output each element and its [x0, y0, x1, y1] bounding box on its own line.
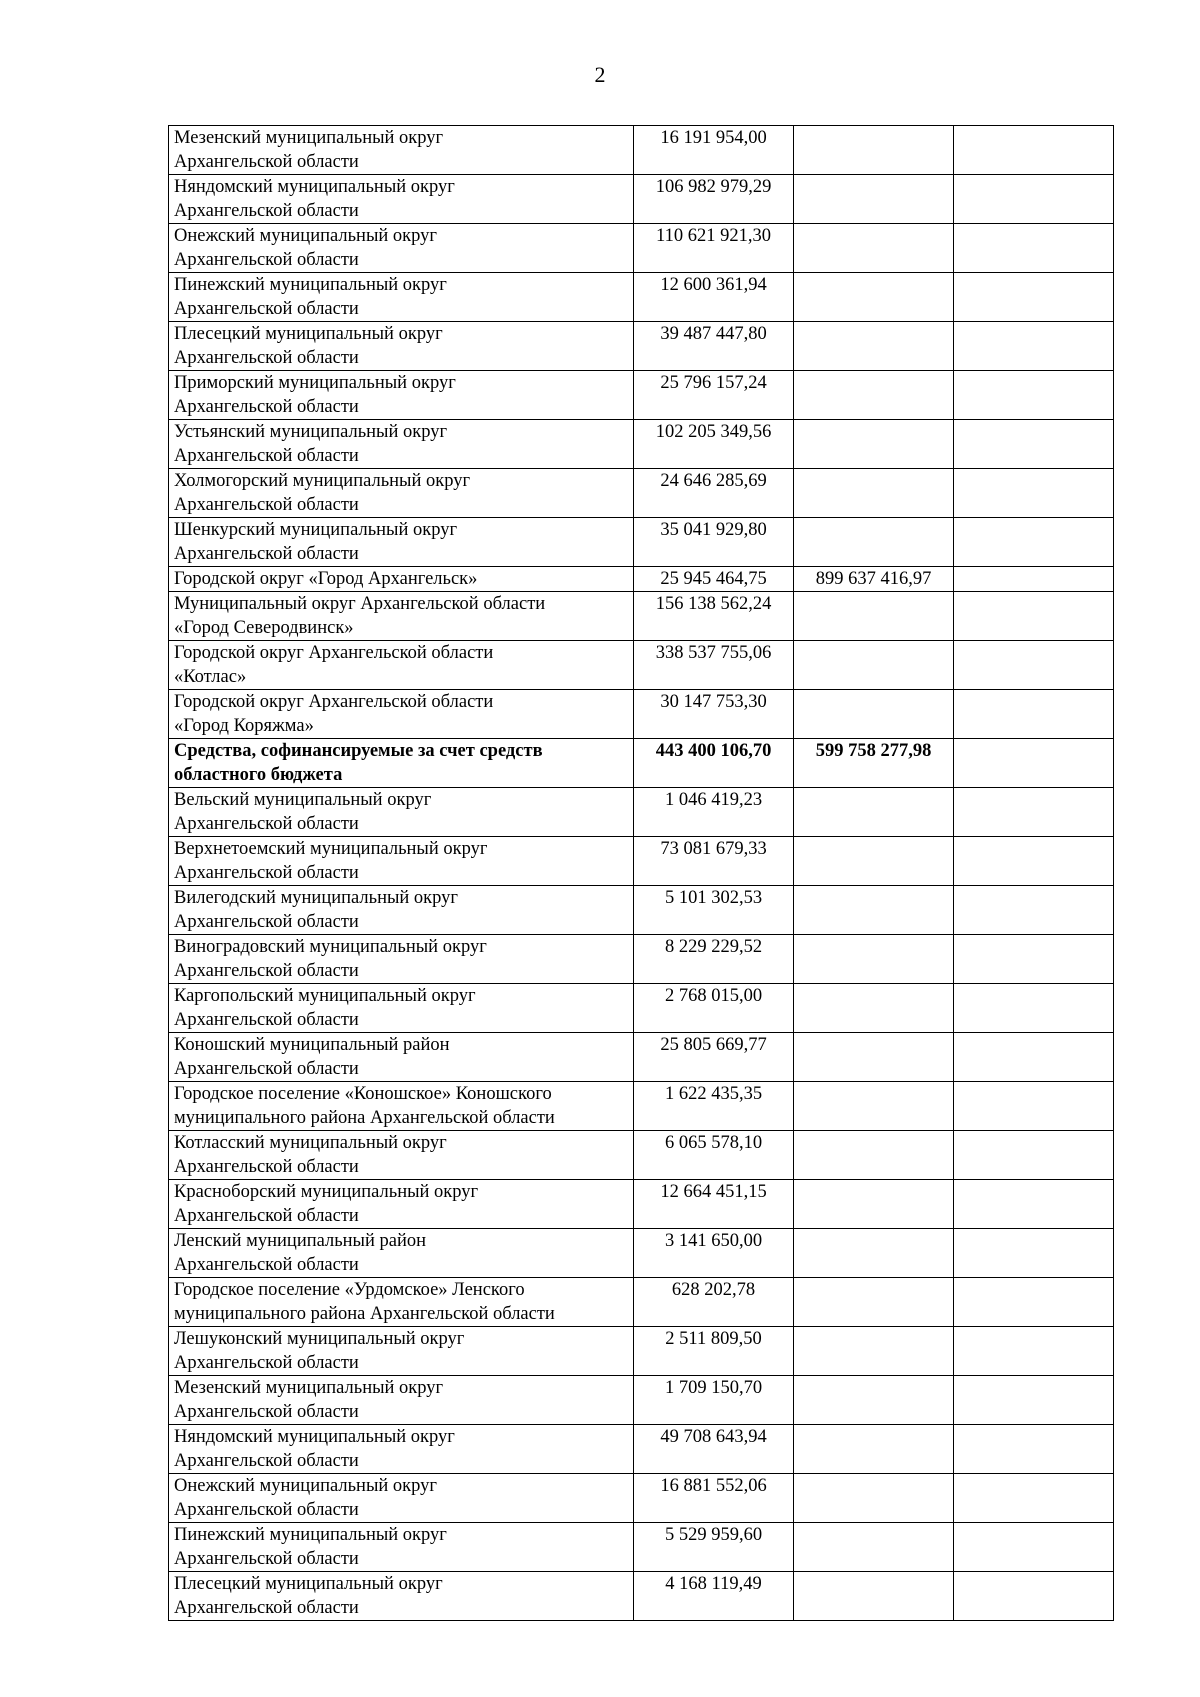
row-amount-c-cell: [954, 420, 1114, 469]
row-amount-b-cell: [794, 420, 954, 469]
row-amount-b-cell: [794, 1376, 954, 1425]
page-number: 2: [594, 62, 606, 87]
row-amount-b-cell: [794, 788, 954, 837]
row-name-text: Вельский муниципальный округ Архангельской области: [174, 790, 432, 834]
row-amount-b-cell: [794, 1229, 954, 1278]
row-amount-a-text: 25 796 157,24: [660, 373, 767, 393]
table-row: [169, 935, 1114, 984]
row-amount-a-cell: [634, 224, 794, 273]
row-name-text: Холмогорский муниципальный округ Архангельской области: [174, 471, 471, 515]
table-row: [169, 837, 1114, 886]
row-name-text: Виноградовский муниципальный округ Архангельской области: [174, 937, 487, 981]
row-amount-c-cell: [954, 273, 1114, 322]
row-amount-b-cell: [794, 126, 954, 175]
row-amount-a-cell: [634, 1033, 794, 1082]
row-amount-a-text: 35 041 929,80: [660, 520, 767, 540]
table-row: [169, 224, 1114, 273]
table-row: [169, 175, 1114, 224]
table-row: [169, 469, 1114, 518]
row-amount-b-cell: [794, 518, 954, 567]
row-name-cell: [169, 469, 634, 518]
row-amount-c-cell: [954, 886, 1114, 935]
row-amount-a-text: 73 081 679,33: [660, 839, 767, 859]
row-amount-b-cell: [794, 641, 954, 690]
table-row: [169, 1523, 1114, 1572]
table-row: [169, 1033, 1114, 1082]
row-amount-c-cell: [954, 1278, 1114, 1327]
table-row: [169, 371, 1114, 420]
table-row: [169, 886, 1114, 935]
row-amount-a-cell: [634, 567, 794, 592]
row-amount-c-cell: [954, 1229, 1114, 1278]
row-name-text: Пинежский муниципальный округ Архангельской области: [174, 275, 447, 319]
row-amount-c-cell: [954, 1572, 1114, 1621]
row-amount-a-text: 102 205 349,56: [655, 422, 772, 442]
row-amount-a-cell: [634, 371, 794, 420]
row-amount-b-cell: [794, 1327, 954, 1376]
row-amount-c-cell: [954, 1033, 1114, 1082]
row-amount-c-cell: [954, 1327, 1114, 1376]
row-name-cell: [169, 371, 634, 420]
row-name-cell: [169, 886, 634, 935]
row-amount-b-cell: [794, 1425, 954, 1474]
row-amount-a-text: 628 202,78: [671, 1280, 756, 1300]
table-row: [169, 1131, 1114, 1180]
row-amount-a-cell: [634, 739, 794, 788]
row-name-cell: [169, 518, 634, 567]
row-name-cell: [169, 1229, 634, 1278]
row-name-cell: [169, 1033, 634, 1082]
row-name-cell: [169, 592, 634, 641]
row-amount-b-cell: [794, 837, 954, 886]
row-name-cell: [169, 567, 634, 592]
table-row: [169, 1229, 1114, 1278]
table-row: [169, 420, 1114, 469]
row-name-text: Городской округ Архангельской области «Котлас»: [174, 643, 494, 687]
row-name-text: Шенкурский муниципальный округ Архангельской области: [174, 520, 458, 564]
row-amount-a-text: 25 945 464,75: [660, 569, 767, 589]
row-name-cell: [169, 1523, 634, 1572]
row-amount-c-cell: [954, 1425, 1114, 1474]
row-name-cell: [169, 322, 634, 371]
table-row: [169, 592, 1114, 641]
row-amount-a-text: 1 046 419,23: [664, 790, 763, 810]
row-name-text: Приморский муниципальный округ Архангельской области: [174, 373, 456, 417]
row-amount-c-cell: [954, 1523, 1114, 1572]
row-amount-a-text: 25 805 669,77: [660, 1035, 767, 1055]
row-amount-c-cell: [954, 567, 1114, 592]
row-name-text: Городское поселение «Урдомское» Ленского муниципального района Архангельской области: [174, 1280, 555, 1324]
row-amount-c-cell: [954, 984, 1114, 1033]
row-amount-a-cell: [634, 1572, 794, 1621]
row-amount-a-cell: [634, 322, 794, 371]
row-name-cell: [169, 420, 634, 469]
row-name-text: Вилегодский муниципальный округ Архангельской области: [174, 888, 459, 932]
table-row: [169, 1376, 1114, 1425]
row-name-text: Онежский муниципальный округ Архангельской области: [174, 226, 437, 270]
row-amount-a-text: 12 600 361,94: [660, 275, 767, 295]
table-row: [169, 126, 1114, 175]
table-row: [169, 788, 1114, 837]
row-amount-a-text: 2 768 015,00: [664, 986, 763, 1006]
table-row: [169, 1425, 1114, 1474]
row-name-cell: [169, 1425, 634, 1474]
row-amount-a-cell: [634, 420, 794, 469]
row-name-cell: [169, 273, 634, 322]
row-amount-b-cell: [794, 1572, 954, 1621]
row-name-text: Городской округ Архангельской области «Город Коряжма»: [174, 692, 494, 736]
row-amount-a-text: 3 141 650,00: [664, 1231, 763, 1251]
row-name-cell: [169, 1327, 634, 1376]
row-amount-b-cell: [794, 1278, 954, 1327]
row-amount-b-cell: [794, 371, 954, 420]
row-name-text: Средства, софинансируемые за счет средств областного бюджета: [174, 741, 543, 785]
row-name-cell: [169, 175, 634, 224]
row-name-text: Лешуконский муниципальный округ Архангельской области: [174, 1329, 465, 1373]
row-amount-a-cell: [634, 984, 794, 1033]
row-name-cell: [169, 1278, 634, 1327]
row-amount-b-cell: [794, 469, 954, 518]
row-amount-a-cell: [634, 1278, 794, 1327]
table-row: [169, 1180, 1114, 1229]
row-name-cell: [169, 1572, 634, 1621]
row-amount-c-cell: [954, 592, 1114, 641]
table-row: [169, 984, 1114, 1033]
row-amount-a-text: 110 621 921,30: [656, 226, 771, 246]
row-amount-a-cell: [634, 1131, 794, 1180]
row-amount-a-cell: [634, 469, 794, 518]
row-amount-a-text: 39 487 447,80: [660, 324, 767, 344]
row-amount-c-cell: [954, 1131, 1114, 1180]
row-amount-a-cell: [634, 1523, 794, 1572]
row-name-text: Муниципальный округ Архангельской области «Город Северодвинск»: [174, 594, 546, 638]
row-name-text: Красноборский муниципальный округ Архангельской области: [174, 1182, 479, 1226]
row-amount-c-cell: [954, 935, 1114, 984]
row-name-cell: [169, 935, 634, 984]
row-name-text: Мезенский муниципальный округ Архангельской области: [174, 128, 444, 172]
row-amount-c-cell: [954, 1474, 1114, 1523]
row-name-text: Ленский муниципальный район Архангельской области: [174, 1231, 427, 1275]
row-amount-a-text: 5 529 959,60: [664, 1525, 763, 1545]
row-name-text: Городское поселение «Коношское» Коношского муниципального района Архангельской области: [174, 1084, 555, 1128]
table-row: [169, 1474, 1114, 1523]
row-name-text: Городской округ «Город Архангельск»: [174, 569, 478, 589]
row-amount-a-text: 12 664 451,15: [660, 1182, 767, 1202]
row-amount-a-cell: [634, 1425, 794, 1474]
row-name-cell: [169, 788, 634, 837]
row-name-text: Няндомский муниципальный округ Архангельской области: [174, 1427, 455, 1471]
row-name-text: Верхнетоемский муниципальный округ Архангельской области: [174, 839, 488, 883]
row-amount-a-text: 4 168 119,49: [665, 1574, 762, 1594]
budget-table: [168, 125, 1114, 1621]
row-name-text: Плесецкий муниципальный округ Архангельской области: [174, 1574, 443, 1618]
row-amount-a-cell: [634, 1180, 794, 1229]
table-row: [169, 322, 1114, 371]
row-name-cell: [169, 739, 634, 788]
table-row: [169, 567, 1114, 592]
row-amount-c-cell: [954, 739, 1114, 788]
row-amount-b-cell: [794, 1523, 954, 1572]
row-name-cell: [169, 224, 634, 273]
row-amount-b-cell: [794, 592, 954, 641]
table-row: [169, 739, 1114, 788]
row-amount-a-cell: [634, 837, 794, 886]
row-amount-a-text: 8 229 229,52: [664, 937, 763, 957]
row-name-text: Плесецкий муниципальный округ Архангельской области: [174, 324, 443, 368]
row-amount-b-cell: [794, 935, 954, 984]
table-row: [169, 518, 1114, 567]
row-name-text: Няндомский муниципальный округ Архангельской области: [174, 177, 455, 221]
row-amount-a-text: 2 511 809,50: [665, 1329, 762, 1349]
row-amount-b-cell: [794, 1082, 954, 1131]
row-amount-b-cell: [794, 1180, 954, 1229]
row-amount-c-cell: [954, 224, 1114, 273]
table-row: [169, 1278, 1114, 1327]
row-amount-c-cell: [954, 322, 1114, 371]
row-amount-b-cell: [794, 984, 954, 1033]
row-amount-c-cell: [954, 1376, 1114, 1425]
row-amount-a-text: 6 065 578,10: [664, 1133, 763, 1153]
row-amount-c-cell: [954, 518, 1114, 567]
row-name-text: Котласский муниципальный округ Архангельской области: [174, 1133, 447, 1177]
row-name-cell: [169, 1180, 634, 1229]
row-amount-c-cell: [954, 690, 1114, 739]
row-amount-c-cell: [954, 175, 1114, 224]
row-amount-b-cell: [794, 322, 954, 371]
row-amount-a-cell: [634, 1229, 794, 1278]
row-amount-a-cell: [634, 1474, 794, 1523]
row-name-cell: [169, 690, 634, 739]
row-amount-a-text: 338 537 755,06: [655, 643, 772, 663]
row-amount-b-cell: [794, 175, 954, 224]
table-body: [169, 126, 1114, 1621]
row-name-text: Устьянский муниципальный округ Архангельской области: [174, 422, 448, 466]
row-amount-a-text: 5 101 302,53: [664, 888, 763, 908]
row-amount-b-cell: [794, 886, 954, 935]
row-amount-a-cell: [634, 126, 794, 175]
table-row: [169, 641, 1114, 690]
row-name-text: Онежский муниципальный округ Архангельской области: [174, 1476, 437, 1520]
row-amount-b-cell: [794, 690, 954, 739]
row-name-cell: [169, 837, 634, 886]
row-amount-a-text: 16 191 954,00: [660, 128, 767, 148]
row-amount-b-cell: [794, 1033, 954, 1082]
row-amount-a-text: 16 881 552,06: [660, 1476, 767, 1496]
row-name-text: Каргопольский муниципальный округ Архангельской области: [174, 986, 476, 1030]
row-name-cell: [169, 1474, 634, 1523]
table-row: [169, 1572, 1114, 1621]
row-amount-a-cell: [634, 518, 794, 567]
row-amount-b-cell: [794, 739, 954, 788]
row-amount-b-cell: [794, 567, 954, 592]
row-amount-a-text: 24 646 285,69: [660, 471, 767, 491]
row-amount-a-cell: [634, 788, 794, 837]
row-amount-a-cell: [634, 935, 794, 984]
row-amount-a-cell: [634, 1376, 794, 1425]
row-name-cell: [169, 1082, 634, 1131]
row-amount-a-cell: [634, 273, 794, 322]
row-amount-a-cell: [634, 592, 794, 641]
row-amount-c-cell: [954, 126, 1114, 175]
row-amount-a-cell: [634, 690, 794, 739]
row-amount-a-cell: [634, 1327, 794, 1376]
row-amount-a-text: 443 400 106,70: [655, 741, 772, 761]
row-amount-b-cell: [794, 224, 954, 273]
row-amount-a-text: 106 982 979,29: [655, 177, 772, 197]
row-name-text: Коношский муниципальный район Архангельской области: [174, 1035, 450, 1079]
row-amount-c-cell: [954, 1082, 1114, 1131]
table-row: [169, 273, 1114, 322]
row-amount-a-text: 1 709 150,70: [664, 1378, 763, 1398]
row-amount-a-text: 156 138 562,24: [655, 594, 772, 614]
row-amount-a-text: 1 622 435,35: [664, 1084, 763, 1104]
row-amount-b-text: 599 758 277,98: [815, 741, 932, 761]
row-amount-b-cell: [794, 1474, 954, 1523]
row-name-cell: [169, 641, 634, 690]
row-amount-b-cell: [794, 273, 954, 322]
row-amount-a-cell: [634, 886, 794, 935]
row-name-cell: [169, 984, 634, 1033]
row-amount-a-cell: [634, 175, 794, 224]
row-amount-a-cell: [634, 1082, 794, 1131]
row-amount-b-text: 899 637 416,97: [815, 569, 932, 589]
row-amount-a-text: 30 147 753,30: [660, 692, 767, 712]
row-name-text: Пинежский муниципальный округ Архангельской области: [174, 1525, 447, 1569]
row-amount-a-text: 49 708 643,94: [660, 1427, 767, 1447]
row-name-text: Мезенский муниципальный округ Архангельской области: [174, 1378, 444, 1422]
row-amount-c-cell: [954, 837, 1114, 886]
row-amount-c-cell: [954, 371, 1114, 420]
row-amount-c-cell: [954, 788, 1114, 837]
row-amount-b-cell: [794, 1131, 954, 1180]
table-row: [169, 1327, 1114, 1376]
row-amount-a-cell: [634, 641, 794, 690]
row-name-cell: [169, 1131, 634, 1180]
row-name-cell: [169, 1376, 634, 1425]
table-row: [169, 690, 1114, 739]
row-name-cell: [169, 126, 634, 175]
table-row: [169, 1082, 1114, 1131]
row-amount-c-cell: [954, 469, 1114, 518]
row-amount-c-cell: [954, 1180, 1114, 1229]
row-amount-c-cell: [954, 641, 1114, 690]
